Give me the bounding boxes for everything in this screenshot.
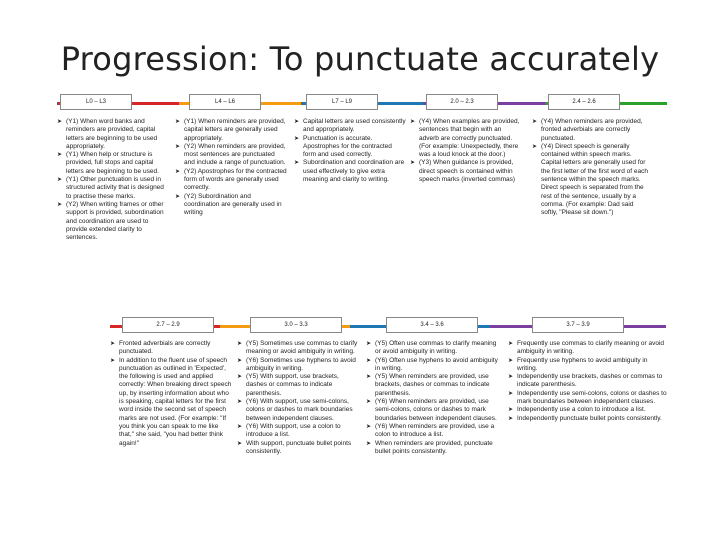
bullet-text: Independently punctuate bullet points consistently. bbox=[517, 414, 662, 422]
bullet-text: When reminders are provided, punctuate bullet points consistently. bbox=[375, 439, 493, 455]
bullet-item bbox=[508, 373, 668, 390]
bullet-text: (Y6) Often use hyphens to avoid ambiguity in writing. bbox=[375, 356, 498, 372]
arrow-bullet-icon: ➤ bbox=[110, 357, 116, 364]
bullet-item bbox=[175, 118, 287, 143]
bullet-text: (Y4) When examples are provided, sentences that begin with an adverb are correctly punctuated. (For example: Unexpectedly, there was a loud knock at the door.) bbox=[419, 118, 520, 159]
bullet-text: (Y2) When reminders are provided, most sentences are punctuated and include a range of punctuation. bbox=[184, 142, 286, 167]
stage-label-6: 2.7 – 2.9 bbox=[122, 317, 214, 333]
bullet-text: (Y2) Apostrophes for the contracted form of words are generally used correctly. bbox=[184, 167, 287, 192]
row2-column-4 bbox=[508, 340, 668, 423]
bullet-text: (Y5) With support, use brackets, dashes or commas to indicate parenthesis. bbox=[246, 373, 339, 397]
arrow-bullet-icon: ➤ bbox=[57, 177, 63, 184]
bullet-text: (Y6) Sometimes use hyphens to avoid ambiguity in writing. bbox=[246, 356, 356, 372]
arrow-bullet-icon: ➤ bbox=[532, 143, 538, 150]
bullet-item bbox=[532, 118, 650, 143]
bullet-item bbox=[110, 357, 234, 448]
bullet-item bbox=[237, 423, 360, 440]
arrow-bullet-icon: ➤ bbox=[410, 160, 416, 167]
bullet-text: Punctuation is accurate. Apostrophes for the contracted form and used correctly. bbox=[303, 134, 392, 159]
arrow-bullet-icon: ➤ bbox=[532, 119, 538, 125]
stage-label-7: 3.0 – 3.3 bbox=[250, 317, 342, 333]
arrow-bullet-icon: ➤ bbox=[294, 135, 300, 142]
bullet-text: With support, punctuate bullet points consistently. bbox=[246, 439, 352, 455]
bullet-item bbox=[294, 118, 406, 135]
bullet-text: (Y6) With support, use a colon to introduce a list. bbox=[246, 422, 341, 439]
stage-label-3: L7 – L9 bbox=[306, 94, 378, 110]
bullet-item bbox=[175, 193, 287, 218]
arrow-bullet-icon: ➤ bbox=[237, 440, 243, 447]
row2-column-3 bbox=[366, 340, 499, 456]
bullet-item bbox=[110, 340, 234, 357]
bullet-item bbox=[237, 398, 360, 423]
bullet-item bbox=[57, 118, 167, 151]
bullet-text: Independently use a colon to introduce a list. bbox=[517, 406, 646, 414]
bullet-item bbox=[57, 151, 167, 176]
page-title: Progression: To punctuate accurately bbox=[60, 40, 660, 78]
bullet-item bbox=[237, 357, 360, 374]
bullet-item bbox=[366, 357, 499, 374]
bullet-item bbox=[410, 118, 522, 159]
row1-column-1 bbox=[57, 118, 167, 242]
bullet-item bbox=[366, 423, 499, 440]
arrow-bullet-icon: ➤ bbox=[366, 341, 372, 347]
bullet-text: (Y5) Sometimes use commas to clarify meaning or avoid ambiguity in writing. bbox=[246, 340, 358, 356]
arrow-bullet-icon: ➤ bbox=[508, 407, 514, 414]
bullet-text: Independently use semi-colons, colons or dashes to mark boundaries between independent clauses. bbox=[517, 389, 667, 406]
bullet-item bbox=[508, 357, 668, 374]
arrow-bullet-icon: ➤ bbox=[508, 390, 514, 397]
arrow-bullet-icon: ➤ bbox=[366, 374, 372, 381]
arrow-bullet-icon: ➤ bbox=[57, 152, 63, 159]
bullet-text: (Y2) Subordination and coordination are generally used in writing bbox=[184, 192, 282, 217]
arrow-bullet-icon: ➤ bbox=[366, 357, 372, 364]
bullet-item bbox=[366, 340, 499, 357]
bullet-item bbox=[366, 398, 499, 423]
bullet-item bbox=[57, 176, 167, 201]
bullet-text: (Y6) When reminders are provided, use semi-colons, colons or dashes to mark boundaries between independent clauses. bbox=[375, 398, 497, 422]
bullet-text: (Y6) When reminders are provided, use a colon to introduce a list. bbox=[375, 422, 495, 439]
arrow-bullet-icon: ➤ bbox=[294, 160, 300, 167]
arrow-bullet-icon: ➤ bbox=[294, 119, 300, 125]
row1-column-5 bbox=[532, 118, 650, 218]
arrow-bullet-icon: ➤ bbox=[175, 193, 181, 200]
stage-bar-row-1 bbox=[0, 92, 720, 114]
arrow-bullet-icon: ➤ bbox=[110, 341, 116, 347]
stage-label-5: 2.4 – 2.6 bbox=[548, 94, 620, 110]
bullet-item bbox=[294, 135, 406, 160]
bullet-text: Capital letters are used consistently and appropriately. bbox=[303, 118, 406, 134]
bullet-text: (Y1) When reminders are provided, capital letters are generally used appropriately. bbox=[184, 118, 286, 142]
row1-column-4 bbox=[410, 118, 522, 184]
arrow-bullet-icon: ➤ bbox=[237, 399, 243, 406]
stage-bar-row-2 bbox=[0, 315, 720, 337]
row1-column-3 bbox=[294, 118, 406, 184]
bullet-text: (Y4) Direct speech is generally contained within speech marks. Capital letters are generally used for the first letter of the first word of each sentence within the speech marks. Direct speech is separated from the rest of the sentence, usually by a comma. (For example: Dad said softly, "Please sit down.") bbox=[541, 142, 648, 217]
bullet-text: (Y2) When writing frames or other support is provided, subordination and coordination are used to provide extended clarity to sentences. bbox=[66, 200, 164, 242]
row2-column-1 bbox=[110, 340, 234, 448]
row2-column-2 bbox=[237, 340, 360, 456]
arrow-bullet-icon: ➤ bbox=[508, 357, 514, 364]
bullet-item bbox=[366, 373, 499, 398]
stage-label-2: L4 – L6 bbox=[189, 94, 261, 110]
arrow-bullet-icon: ➤ bbox=[366, 440, 372, 447]
arrow-bullet-icon: ➤ bbox=[57, 119, 63, 125]
bullet-text: Fronted adverbials are correctly punctuated. bbox=[119, 340, 211, 356]
bullet-text: Independently use brackets, dashes or commas to indicate parenthesis. bbox=[517, 373, 663, 389]
arrow-bullet-icon: ➤ bbox=[508, 415, 514, 422]
bullet-text: Frequently use commas to clarify meaning or avoid ambiguity in writing. bbox=[517, 340, 665, 356]
bullet-text: (Y5) When reminders are provided, use brackets, dashes or commas to indicate parenthesis. bbox=[375, 373, 490, 397]
bullet-item bbox=[410, 159, 522, 184]
bullet-text: In addition to the fluent use of speech punctuation as outlined in 'Expected', the following is used and applied correctly: When breaking direct speech up, by inserting information about who is speaking, capital letters for the first word inside the second set of speech marks are not used. (For example: "If you think you can speak to me like that," she said, "you had better think again!" bbox=[119, 356, 232, 447]
bullet-item bbox=[237, 340, 360, 357]
bullet-item bbox=[508, 406, 668, 414]
stage-label-8: 3.4 – 3.6 bbox=[386, 317, 478, 333]
bullet-item bbox=[294, 159, 406, 184]
bullet-item bbox=[532, 143, 650, 218]
bullet-text: Subordination and coordination are used effectively to give extra meaning and clarity to writing. bbox=[303, 159, 405, 184]
bullet-item bbox=[508, 390, 668, 407]
bullet-text: (Y4) When reminders are provided, fronted adverbials are correctly punctuated. bbox=[541, 118, 643, 142]
arrow-bullet-icon: ➤ bbox=[237, 357, 243, 364]
arrow-bullet-icon: ➤ bbox=[508, 341, 514, 347]
stage-label-9: 3.7 – 3.9 bbox=[532, 317, 624, 333]
bullet-item bbox=[366, 440, 499, 457]
bullet-text: (Y1) When word banks and reminders are provided, capital letters are beginning to be used appropriately. bbox=[66, 118, 158, 150]
bullet-text: (Y1) Other punctuation is used in structured activity that is designed to practise these marks. bbox=[66, 176, 164, 200]
bullet-item bbox=[57, 201, 167, 242]
bullet-text: (Y6) With support, use semi-colons, colons or dashes to mark boundaries between independent clauses. bbox=[246, 398, 353, 422]
arrow-bullet-icon: ➤ bbox=[175, 143, 181, 150]
bullet-text: (Y5) Often use commas to clarify meaning or avoid ambiguity in writing. bbox=[375, 340, 497, 356]
arrow-bullet-icon: ➤ bbox=[366, 423, 372, 430]
arrow-bullet-icon: ➤ bbox=[237, 423, 243, 430]
arrow-bullet-icon: ➤ bbox=[410, 119, 416, 125]
bullet-text: (Y1) When help or structure is provided, full stops and capital letters are beginning to be used. bbox=[66, 151, 159, 175]
arrow-bullet-icon: ➤ bbox=[237, 374, 243, 381]
stage-label-1: L0 – L3 bbox=[60, 94, 132, 110]
arrow-bullet-icon: ➤ bbox=[175, 119, 181, 125]
arrow-bullet-icon: ➤ bbox=[57, 201, 63, 208]
bullet-item bbox=[508, 340, 668, 357]
bullet-item bbox=[237, 440, 360, 457]
bullet-item bbox=[508, 415, 668, 423]
arrow-bullet-icon: ➤ bbox=[237, 341, 243, 347]
bullet-item bbox=[175, 168, 287, 193]
row1-column-2 bbox=[175, 118, 287, 218]
bullet-text: (Y3) When guidance is provided, direct speech is contained within speech marks (inverted commas) bbox=[419, 159, 516, 184]
stage-label-4: 2.0 – 2.3 bbox=[426, 94, 498, 110]
bullet-text: Frequently use hyphens to avoid ambiguity in writing. bbox=[517, 356, 648, 372]
arrow-bullet-icon: ➤ bbox=[508, 374, 514, 381]
arrow-bullet-icon: ➤ bbox=[366, 399, 372, 406]
bullet-item bbox=[175, 143, 287, 168]
arrow-bullet-icon: ➤ bbox=[175, 168, 181, 175]
bullet-item bbox=[237, 373, 360, 398]
